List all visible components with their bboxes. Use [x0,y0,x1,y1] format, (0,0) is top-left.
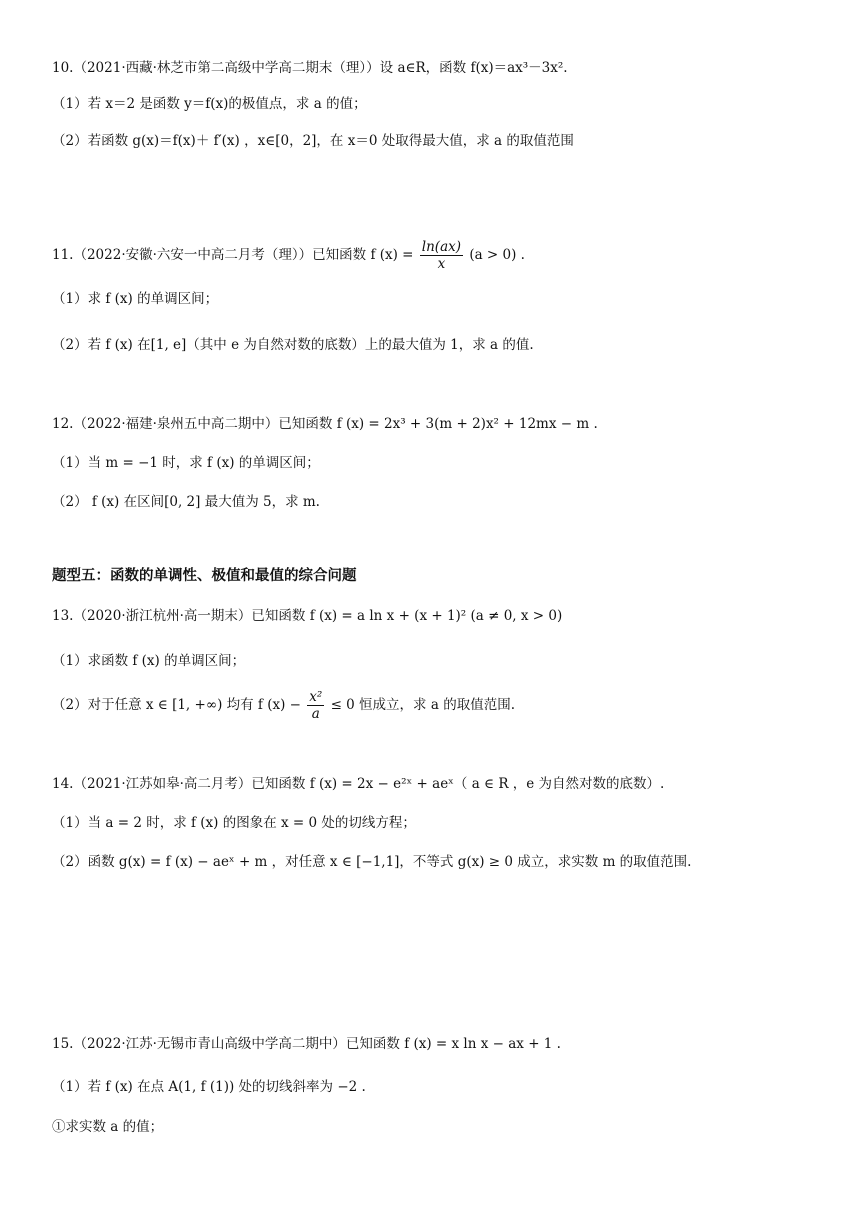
problem-11-fraction [420,239,463,272]
problem-15-stem: 15.（2022·江苏·无锡市青山高级中学高二期中）已知函数 f (x) = x ln x − ax + 1 . [52,1036,561,1052]
problem-13-part-2-suffix: ≤ 0 恒成立，求 a 的取值范围. [330,697,515,713]
problem-11-part-2: （2）若 f (x) 在[1, e]（其中 e 为自然对数的底数）上的最大值为 1，求 a 的值. [52,337,534,353]
problem-13-part-2-prefix: （2）对于任意 x ∈ [1, +∞) 均有 f (x) − [52,697,301,713]
problem-10-part-1: （1）若 x＝2 是函数 y＝f(x)的极值点，求 a 的值； [52,96,367,112]
problem-13-part-1: （1）求函数 f (x) 的单调区间； [52,653,246,669]
problem-13-fraction [307,689,324,722]
problem-12-part-2: （2） f (x) 在区间[0, 2] 最大值为 5，求 m. [52,494,320,510]
problem-14-stem: 14.（2021·江苏如皋·高二月考）已知函数 f (x) = 2x − e²ˣ + aeˣ（ a ∈ R ，e 为自然对数的底数）. [52,776,665,792]
problem-11-part-1: （1）求 f (x) 的单调区间； [52,291,219,307]
problem-14-part-2: （2）函数 g(x) = f (x) − aeˣ + m ，对任意 x ∈ [−1,1]，不等式 g(x) ≥ 0 成立，求实数 m 的取值范围. [52,854,692,870]
fraction-denominator: a [311,706,320,722]
problem-15-part-1-i: ①求实数 a 的值； [52,1119,164,1135]
problem-12-stem: 12.（2022·福建·泉州五中高二期中）已知函数 f (x) = 2x³ + 3(m + 2)x² + 12mx − m . [52,416,598,432]
problem-15-part-1: （1）若 f (x) 在点 A(1, f (1)) 处的切线斜率为 −2 . [52,1079,366,1095]
problem-12-part-1: （1）当 m = −1 时，求 f (x) 的单调区间； [52,455,320,471]
problem-14-part-1: （1）当 a = 2 时，求 f (x) 的图象在 x = 0 处的切线方程； [52,815,416,831]
problem-10-stem: 10.（2021·西藏·林芝市第二高级中学高二期末（理））设 a∈R，函数 f(x)＝ax³－3x². [52,60,568,76]
fraction-numerator: ln(ax) [421,239,462,255]
fraction-numerator: x² [309,689,323,705]
problem-13-part-2 [52,686,515,724]
problem-10-part-2: （2）若函数 g(x)＝f(x)＋ f′(x) ，x∈[0，2]，在 x＝0 处取得最大值，求 a 的取值范围 [52,133,574,149]
section-title: 题型五：函数的单调性、极值和最值的综合问题 [52,567,357,584]
problem-11-stem [52,236,525,274]
fraction-denominator: x [437,256,446,272]
problem-13-stem: 13.（2020·浙江杭州·高一期末）已知函数 f (x) = a ln x + (x + 1)² (a ≠ 0, x > 0) [52,608,563,624]
problem-11-stem-suffix: (a > 0) . [469,247,525,263]
problem-11-stem-prefix: 11.（2022·安徽·六安一中高二月考（理））已知函数 f (x) = [52,247,414,263]
